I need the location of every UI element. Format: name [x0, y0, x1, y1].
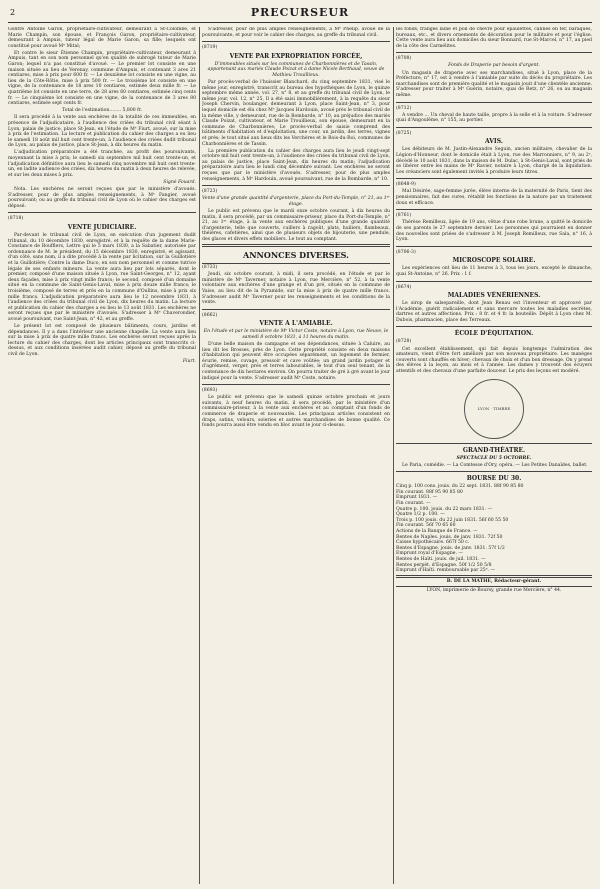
- stock-row: Emprunt 1831. —: [396, 495, 438, 501]
- section-heading: MICROSCOPE SOLAIRE.: [452, 257, 536, 265]
- section-heading: BOURSE DU 30.: [466, 475, 522, 483]
- page-number: 2: [10, 8, 16, 17]
- divider: [396, 102, 592, 103]
- divider: [202, 185, 390, 186]
- section-subheading: Vente d'une grande quantité d'argenterie, place du Port-du-Temple, n° 21, au 1ᵉʳ étage.: [202, 196, 390, 207]
- paragraph: Mal Désirée, sage-femme jurée, élève interne de la maternité de Paris, tient des pensionnaires, fait des cures, rétablit les fonctions de la nature par un traitement doux et efficace.: [396, 189, 592, 206]
- column-divider: [199, 27, 200, 884]
- ad-number: (8706-3): [396, 249, 416, 255]
- paragraph: Jeudi, six octobre courant, à midi, il sera procédé, en l'étude et par le ministère de Mᵉ Taverner, notaire à Lyon, rue Mercière, n° 52, à la vente volontaire aux enchères d'une grange et d'un pré, situés en la commune de Vaise, au lieu dit de la Pyramide, sur la mise à prix de quatre mille francs. S'adresser audit Mᵉ Taverner pour les renseignements et les conditions de la vente.: [202, 272, 390, 306]
- divider: [202, 41, 390, 42]
- paragraph: Le Paria, comédie. — La Comtesse d'Ory, opéra. — Les Petites Danaïdes, ballet.: [402, 462, 588, 468]
- section-heading: VENTE JUDICIAIRE.: [67, 224, 137, 231]
- divider: [396, 178, 592, 179]
- section-subheading: D'immeubles situés sur les communes de Charbonnières et de Tassin, appartenant aux mariés Claude Poizat et à dame Nicole Berthaud, veuve de Mathieu Trouillieux.: [207, 61, 385, 78]
- stock-row: Quatre 1/2 p. 100. —: [396, 512, 445, 518]
- stock-row: Fin courant. —: [396, 501, 431, 506]
- stock-row: Actions de la Banque de France. —: [396, 528, 478, 534]
- header-rule: [8, 22, 592, 23]
- paragraph: Il sera procédé à la vente aux enchères de la totalité de ces immeubles, en présence de l'adjudicataire, à l'audience des criées du tribunal civil séant à Lyon, palais de justice, place St-Jean, en l'étude de Mᵉ Fiurt, avoué, sur la mise à prix de l'estimation. La lecture et publication du cahier des charges a eu lieu le samedi 18 août mil huit cent trente-un, à l'audience des criées dudit tribunal de Lyon, au palais de justice, place St-Jean, à dix heures du matin.: [8, 115, 196, 149]
- printer-line: LYON, imprimerie de Boursy, grande rue Mercière, n° 44.: [426, 587, 562, 593]
- section-subheading: SPECTACLE DU 5 OCTOBRE.: [456, 455, 532, 461]
- ad-number: (8674): [396, 284, 412, 290]
- paragraph: Le public est prévenu que le samedi quinze octobre prochain et jours suivants, à neuf heures du matin, il sera procédé, par le ministère d'un commissaire-priseur, à la vente aux enchères et au comptant d'un fonds de commerce de draperie et nouveautés. Les principaux articles consistent en draps, satins, velours, soieries et autres marchandises de bonne qualité. Ce fonds pourra aussi être vendu en bloc avant le jour ci-dessus.: [202, 395, 390, 429]
- stock-row: Fin courant. 88f 95 90 85 80: [396, 489, 463, 495]
- stock-row: Emprunt royal d'Espagne. —: [396, 551, 464, 557]
- section-subheading: Fonds de Draperie par besoin d'argent.: [448, 63, 540, 69]
- section-subheading: En l'étude et par le ministère de Mᵉ Victor Coste, notaire à Lyon, rue Neuve, le samedi 8 octobre 1831, à 11 heures du matin.: [203, 329, 389, 340]
- divider: [396, 586, 592, 587]
- divider: [396, 281, 592, 282]
- divider: [202, 244, 390, 245]
- ad-number: (8723): [202, 189, 218, 195]
- divider: [202, 263, 390, 264]
- paragraph: L'adjudication préparatoire a été tranchée, au profit des poursuivants, moyennant la mise à prix; le samedi six septembre mil huit cent trente-un, et l'adjudication définitive aura lieu le samedi cinq novembre mil huit cent trente-un, en ladite audience des criées, dix heures du matin à deux heures de relevée, et sur les deux mises à prix.: [8, 150, 196, 178]
- paragraph: Le présent lot est composé de plusieurs bâtiments, cours, jardins et dépendances. Il y a dans l'intérieur une ancienne chapelle. La vente aura lieu sur la mise à prix de quatre mille francs. Les enchères seront reçues après la lecture du cahier des charges, dont les articles principaux sont transcrits ci-dessus, et aux conditions insérées audit cahier, déposé au greffe du tribunal civil de Lyon.: [8, 324, 196, 357]
- ad-number: (8718): [8, 216, 24, 222]
- stock-row: Quatre p. 100. jouis. du 22 mars 1831. —: [396, 506, 493, 512]
- ad-number: (8719): [202, 45, 218, 51]
- divider: [396, 577, 592, 578]
- stock-row: Rentes d'Espagne. jouis. de janv. 1831. 57f 1/2: [396, 545, 505, 551]
- section-heading: VENTE A L'AMIABLE.: [259, 320, 333, 328]
- stock-row: Rentes perpét. d'Espagne. 50f 1/2 50 5/8: [396, 562, 492, 568]
- divider: [396, 575, 592, 576]
- column-divider: [393, 27, 394, 884]
- ad-number: (8648-9): [396, 182, 416, 188]
- divider: [396, 127, 592, 128]
- paragraph: Thérèse Remilleux, âgée de 19 ans, vêtue d'une robe brune, a quitté le domicile de ses parents le 27 septembre dernier. Les personnes qui pourraient en donner des nouvelles sont priées de s'adresser à M. Joseph Remilleux, rue Sala, n° 16, à Lyon.: [396, 220, 592, 243]
- masthead: [0, 6, 600, 20]
- paragraph: A vendre ... Un cheval de haute taille, propre à la selle et à la voiture. S'adresser quai d'Angoulême, n° 155, au portier.: [396, 112, 592, 124]
- stock-row: Fin courant. 56f 70 65 60: [396, 523, 456, 529]
- paragraph: Par-devant le tribunal civil de Lyon, en exécution d'un jugement dudit tribunal, du 10 décembre 1830, enregistré, et à la requête de la dame Marie-Constance de Boufflers, Lettre qui le 5 mars 1830, a la Sabatier, autorisée par ordonnance de M. le président, du 15 décembre 1830, enregistré, et agissant, d'un côté, sans nom, il a dite procédé à la vente par licitation, sur la Guillotière et la Guillotière; Contre la dame Duco, en son nom personnel et comme tutrice légale de ses enfants mineurs. La vente aura lieu par lots séparés, dont le premier, composé d'une maison située à Lyon, rue Saint-Georges, n° 12, ayant deux façades, mise à prix vingt mille francs; le second, composé d'un domaine situé en la commune de Saint-Genis-Laval, mise à prix douze mille francs; le troisième, composé de terres et prés en la commune d'Oullins, mise à prix six mille francs. L'adjudication préparatoire aura lieu le 12 novembre 1831, à l'audience des criées du tribunal civil de Lyon, dix heures du matin. La lecture et publication du cahier des charges a eu lieu le 13 août 1831. Les enchères ne seront reçues que par le ministère d'avoués. S'adresser à Mᵉ Chaverondier, avoué poursuivant, rue Saint-Jean, n° 42, et au greffe.: [8, 233, 196, 322]
- ad-number: (8725): [396, 130, 412, 136]
- divider: [396, 471, 592, 472]
- divider: [396, 443, 592, 444]
- divider: [202, 384, 390, 385]
- paragraph: D'une belle maison de campagne et ses dépendances, située à Caluire, au lieu dit les Brosses, près de Lyon. Cette propriété consiste en deux maisons d'habitation qui peuvent être occupées séparément, un logement de fermier, écurie, remise, cuvage, pressoir et cave voûtée; un grand jardin potager et d'agrément, verger, prés et terres labourables, le tout d'un seul tenant, de la contenance de dix hectares environ. On pourra traiter de gré à gré avant le jour indiqué pour la vente. S'adresser audit Mᵉ Coste, notaire.: [202, 342, 390, 381]
- divider: [396, 246, 592, 247]
- ad-number: (8761): [396, 213, 412, 219]
- section-heading: ÉCOLE D'ÉQUITATION.: [454, 330, 534, 338]
- paragraph: La première publication du cahier des charges aura lieu le jeudi vingt-sept octobre mil huit cent trente-un, à l'audience des criées du tribunal civil de Lyon, au palais de justice, place Saint-Jean, dix heures du matin; l'adjudication préparatoire aura lieu le lundi cinq décembre suivant. Les enchères ne seront reçues que par le ministère d'avoués. S'adresser, pour de plus amples renseignements, à Mᵉ Hardouin, avoué poursuivant, rue de la Bombarde, n° 10.: [202, 148, 390, 182]
- column-2: [202, 27, 390, 884]
- stock-row: Rentes de Haïti. jouis. de juil. 1831. —: [396, 556, 486, 562]
- paragraph: Le sirop de salsepareille, dont Jean Renau est l'inventeur et approuvé par l'Académie, guérit radicalement et sans mercure toutes les maladies secrètes, dartres et autres affections. Prix : 8 fr. et 4 fr. la bouteille. Dépôt à Lyon chez M. Dubois, pharmacien, place des Terreaux.: [396, 301, 592, 323]
- newspaper-title: PRECURSEUR: [250, 6, 350, 19]
- section-heading: VENTE PAR EXPROPRIATION FORCÉE,: [229, 52, 363, 60]
- divider: [396, 209, 592, 210]
- section-heading: GRAND-THÉATRE.: [462, 446, 526, 454]
- paragraph: Nota. Les enchères ne seront reçues que par le ministère d'avoués. S'adresser, pour de plus amples renseignements, à Mᵉ Fangier, avoué poursuivant; ou au greffe du tribunal civil de Lyon où le cahier des charges est déposé.: [8, 187, 196, 209]
- stock-listing: [396, 484, 592, 574]
- section-heading: MALADIES VÉNÉRIENNES.: [447, 292, 541, 300]
- paragraph: Les expériences ont lieu de 11 heures à 3, tous les jours, excepté le dimanche, quai St-Antoine, n° 26. Prix : 1 f.: [396, 266, 592, 277]
- paragraph: Et contre le sieur Étienne Champin, propriétaire-cultivateur, demeurant à Ampuis, tant en son nom personnel qu'en qualité de subrogé tuteur de Marie Garon; lequel n'a pas constitué d'avoué. — Le premier lot consiste en une maison située au lieu de Verenay, commune d'Ampuis, et contenant 3 ares 21 centiares, mise à prix pour 600 fr. — Le deuxième lot consiste en une vigne, au lieu de la Côte-Rôtie, mise à prix 500 fr. — Le troisième lot consiste en une vigne, de la contenance de 18 ares 10 centiares, estimée deux mille fr. — Le quatrième lot consiste en une terre, de 28 ares 60 centiares, estimée cinq cents fr. — Le cinquième lot consiste en une vigne, de la contenance de 3 ares 80 centiares, estimée sept cents fr.: [8, 50, 196, 107]
- tax-stamp-seal: LYON · TIMBRE: [464, 379, 524, 439]
- paragraph: Les débiteurs de M. Justin-Alexandre Seguin, ancien militaire, chevalier de la Légion-d'Honneur, dont le domicile était à Lyon, rue des Marronniers, n° 9, au 2ᵉ, décédé le 10 août 1831, dans la maison de M. Dulac, à St-Genis-Laval, sont priés de se libérer entre les mains de Mᵉ Ravier, notaire à Lyon, chargé de la liquidation. Les créanciers sont également invités à produire leurs titres.: [396, 147, 592, 175]
- paragraph: Par procès-verbal de l'huissier Blanchard, du cinq septembre 1831, visé le même jour, enregistré, transcrit au bureau des hypothèques de Lyon, le quinze septembre même année, vol. 27, n° 8, et au greffe du tribunal civil de Lyon, le même jour, vol. 12, n° 25, Il a été saisi immobilièrement, à la requête du sieur Joseph Chervin, boulanger, demeurant à Lyon, place Saint-Jean, n° 3, pour lequel domicile est élu chez Mᵉ Jacques Hardouin, avoué près le tribunal civil de la même ville, y demeurant, rue de la Bombarde, n° 10, au préjudice des mariés Claude Poizat, cultivateur, et Marie Trouillieux, son épouse, demeurant en la commune de Charbonnières; Le procès-verbal de saisie comprend des bâtiments d'habitation et d'exploitation, une cour, un jardin, des terres, vignes et prés; le tout situé aux lieux dits les Verchères et le Bois-du-Roi, communes de Charbonnières et de Tassin.: [202, 80, 390, 147]
- paragraph: Gontre Antoine Garon, propriétaire-cultivateur, demeurant à St-Colombe, et Marie Champin, son épouse, et François Garon, propriétaire-cultivateur, demeurant à Ampuis, tuteur légal de Marie Garon, sa fille; lesquels ont constitué pour avoué Mᵉ Mital;: [8, 27, 196, 49]
- stock-row: Caisse hypothécaire. 667f 50 c.: [396, 540, 470, 546]
- stock-row: Trois p. 100 jouis. du 22 juin 1831. 56f 60 55 50: [396, 517, 509, 523]
- ad-number: (8733): [202, 265, 218, 271]
- column-3: [396, 27, 592, 884]
- section-heading: AVIS.: [485, 138, 503, 146]
- estimate-total: Total de l'estimation........ 5,800 fr.: [62, 108, 142, 114]
- stock-row: Cinq p. 100 cons. jouis. du 22 sept. 1831. 88f 90 85 80: [396, 484, 524, 490]
- stock-row: Emprunt d'Haïti. remboursable par 25ᵉ. —: [396, 568, 496, 574]
- paragraph: Le public est prévenu que le mardi onze octobre courant, à dix heures du matin, il sera procédé, par un commissaire-priseur, place du Port-du-Temple, n° 21, au 1ᵉʳ étage, à la vente aux enchères publiques d'une grande quantité d'argenterie, telle que couverts, cuillers à ragoût, plats, huiliers, flambeaux, théières, cafetières, ainsi que de plusieurs objets de bijouterie, une pendule, des glaces et divers effets mobiliers. Le tout au comptant.: [202, 209, 390, 242]
- signature: Fiurt.: [182, 359, 196, 365]
- stock-row: Rentes de Naples. jouis. de janv. 1831. 72f 50: [396, 534, 503, 540]
- ad-number: (8662): [202, 312, 218, 318]
- paragraph: les fonds, franges laine et poil de chèvre pour épaulettes, cannes en fer, baraques, bureaux, etc., et divers ornements de décoration pour le militaire et pour l'église. Cette vente aura lieu aux domiciles du sieur Bonnard, rue St-Marcel, n° 17, au pied de la côte des Carmélites.: [396, 27, 592, 49]
- section-heading-annonces: ANNONCES DIVERSES.: [243, 250, 349, 261]
- ad-number: (8693): [202, 388, 218, 394]
- divider: [8, 212, 196, 213]
- paragraph: Cet excellent établissement, qui fait depuis longtemps l'admiration des amateurs, vient d'être fort amélioré par son nouveau propriétaire. Les manèges couverts sont chauffés en hiver; chevaux de choix et d'un bon dressage. On y prend des élèves à la leçon, au mois et à l'année. Les dames y trouvent des écuyers attentifs et des chevaux d'une parfaite douceur. Le prix des leçons est modéré.: [396, 346, 592, 374]
- ad-number: (8708): [396, 56, 412, 62]
- paragraph: S'adresser, pour de plus amples renseignements, à Mᵉ Phelip, avoué de la poursuivante, et pour voir le cahier des charges, au greffe du tribunal civil.: [202, 27, 390, 38]
- divider: [396, 326, 592, 327]
- divider: [202, 309, 390, 310]
- column-1: [8, 27, 196, 884]
- divider: [396, 52, 592, 53]
- ad-number: (8728): [396, 339, 412, 345]
- divider: [202, 246, 390, 247]
- editor-line: B. DE LA MATHE, Rédacteur-gérant.: [446, 578, 542, 584]
- paragraph: Un magasin de draperie avec ses marchandises, situé à Lyon, place de la Préfecture, n° 17, est à vendre à l'amiable par suite du décès du propriétaire. Les marchandises sont de première qualité et le magasin jouit d'une clientèle ancienne. S'adresser pour traiter à Mᵉ Guérin, notaire, quai de Retz, n° 26, ou au magasin même.: [396, 70, 592, 98]
- ad-number: (8712): [396, 105, 412, 111]
- signature: Signé Fouard.: [163, 179, 196, 185]
